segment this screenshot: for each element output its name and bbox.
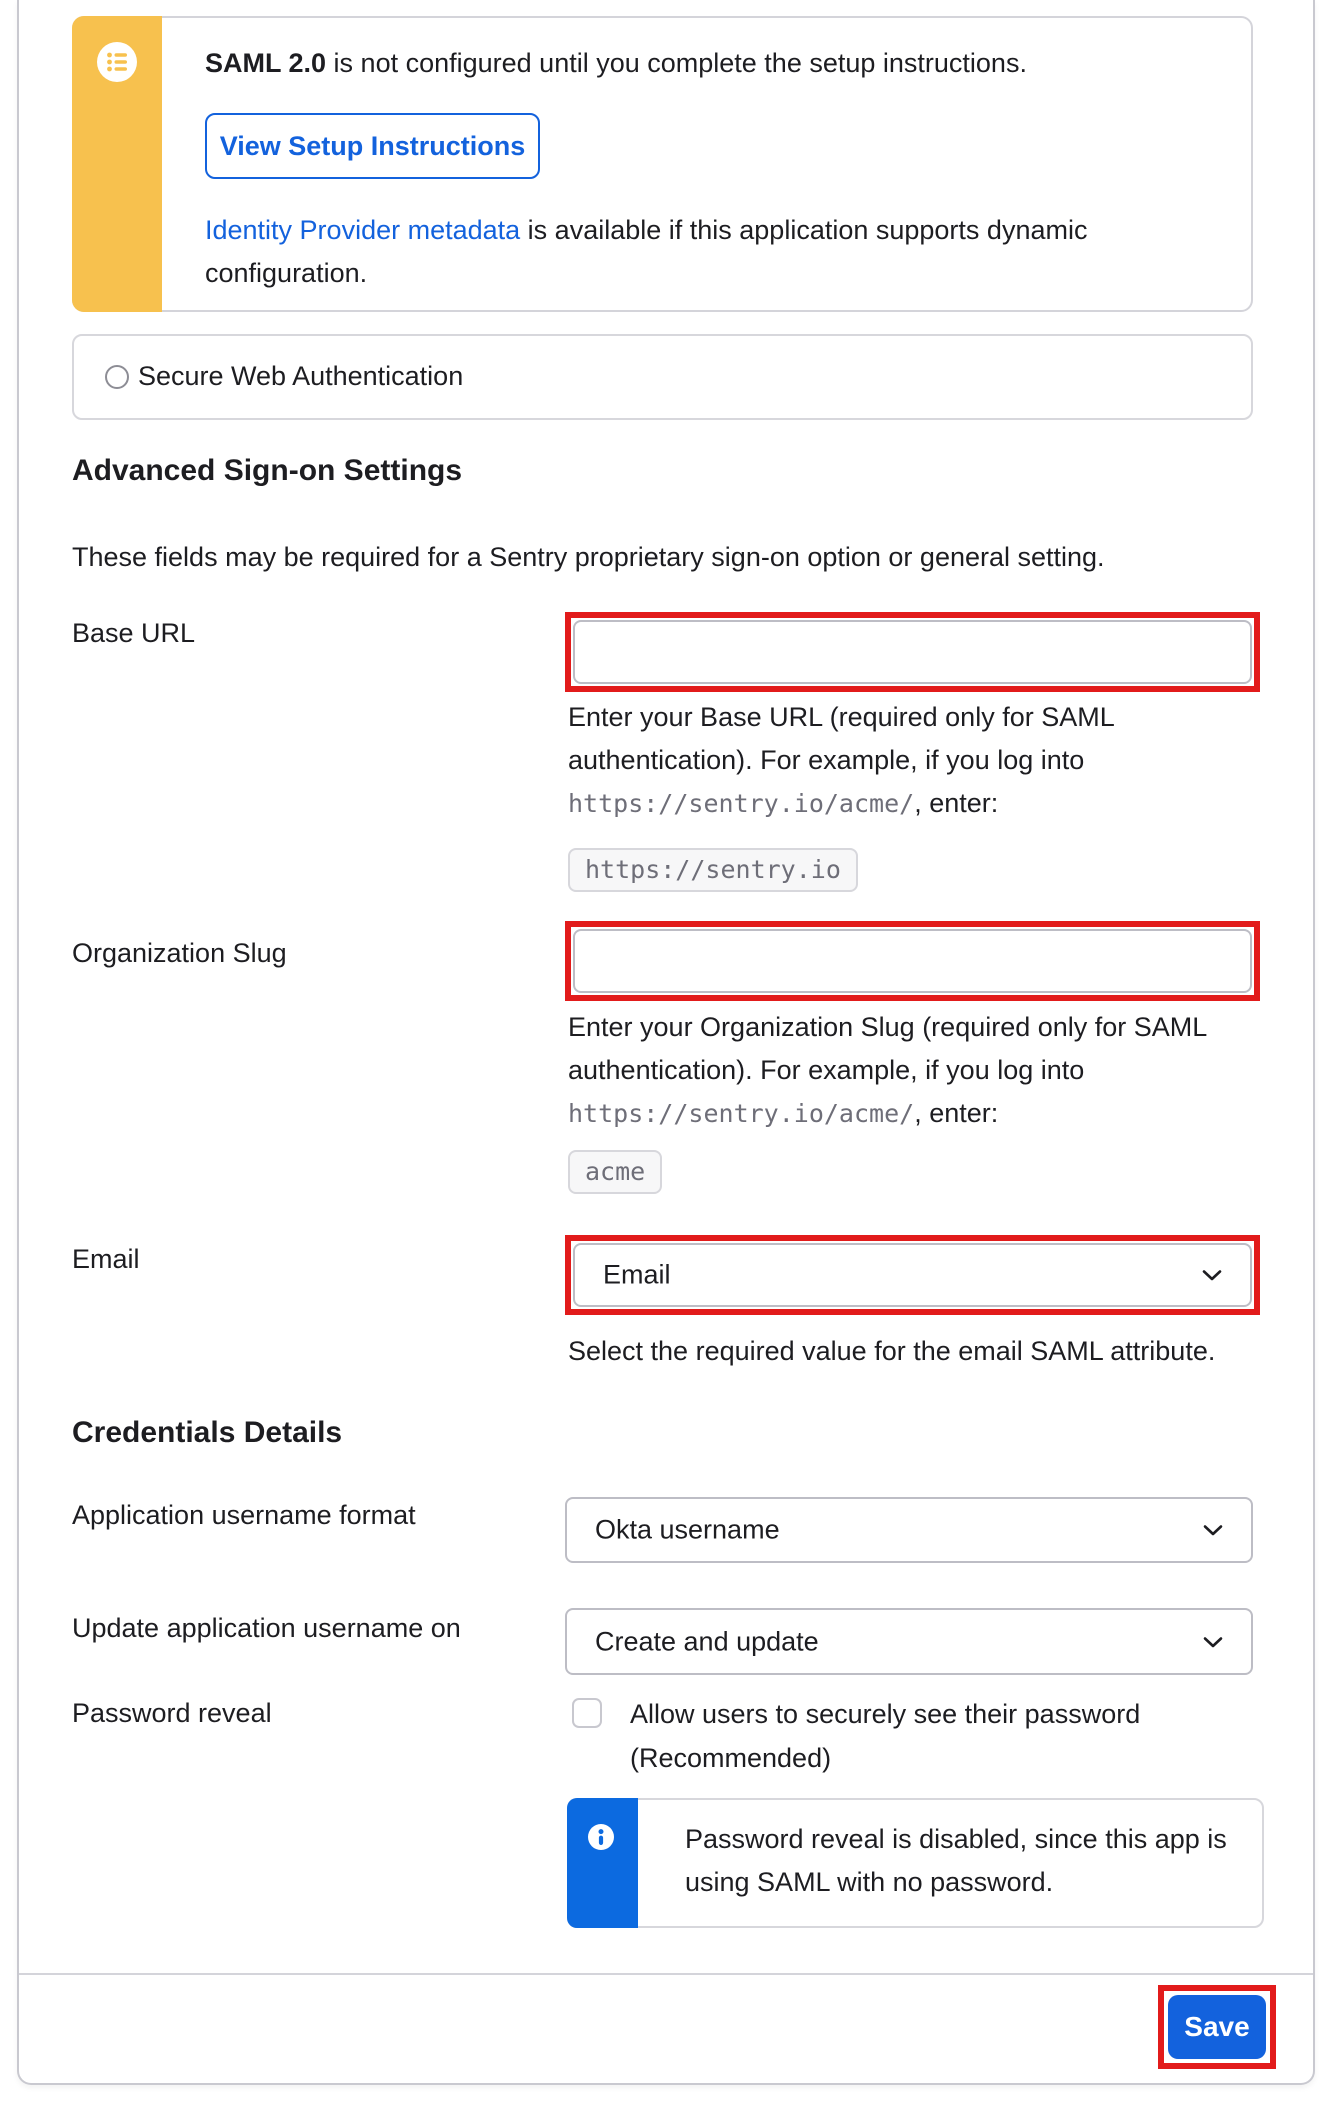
password-reveal-line1: Allow users to securely see their password bbox=[630, 1699, 1141, 1729]
chevron-down-icon bbox=[1199, 1628, 1227, 1656]
info-message-line2: using SAML with no password. bbox=[685, 1867, 1054, 1897]
banner-message-bold: SAML 2.0 bbox=[205, 48, 327, 78]
password-reveal-checkbox[interactable] bbox=[572, 1698, 602, 1728]
password-reveal-info-banner bbox=[567, 1798, 1264, 1928]
annotation-highlight-email bbox=[565, 1235, 1260, 1315]
username-format-select[interactable] bbox=[565, 1497, 1253, 1563]
email-help: Select the required value for the email SAML attribute. bbox=[568, 1336, 1216, 1366]
info-accent-bar bbox=[567, 1798, 638, 1928]
base-url-label: Base URL bbox=[72, 618, 196, 648]
metadata-note bbox=[205, 209, 1215, 295]
update-username-value: Create and update bbox=[595, 1626, 819, 1656]
save-button[interactable]: Save bbox=[1168, 1995, 1266, 2059]
info-message bbox=[685, 1818, 1227, 1904]
org-slug-input[interactable] bbox=[573, 929, 1252, 993]
advanced-signon-heading: Advanced Sign-on Settings bbox=[72, 454, 463, 487]
metadata-note-rest: is available if this application supports dynamic configuration. bbox=[205, 215, 1088, 288]
org-slug-help-tail: , enter: bbox=[914, 1098, 999, 1128]
list-icon bbox=[97, 42, 137, 82]
swa-label: Secure Web Authentication bbox=[138, 361, 464, 391]
password-reveal-line2: (Recommended) bbox=[630, 1743, 832, 1773]
view-setup-instructions-button[interactable]: View Setup Instructions bbox=[205, 113, 540, 179]
chevron-down-icon bbox=[1199, 1516, 1227, 1544]
annotation-highlight-org-slug bbox=[565, 921, 1260, 1001]
org-slug-help-code: https://sentry.io/acme/ bbox=[568, 1099, 915, 1128]
info-message-line1: Password reveal is disabled, since this app is bbox=[685, 1824, 1227, 1854]
email-label: Email bbox=[72, 1244, 140, 1274]
warning-accent-bar bbox=[72, 16, 162, 312]
banner-message-rest: is not configured until you complete the setup instructions. bbox=[326, 48, 1027, 78]
password-reveal-label: Password reveal bbox=[72, 1698, 272, 1728]
base-url-help bbox=[568, 696, 1263, 825]
org-slug-label: Organization Slug bbox=[72, 938, 287, 968]
org-slug-example-chip: acme bbox=[568, 1150, 662, 1194]
password-reveal-checkbox-label bbox=[630, 1692, 1270, 1780]
secure-web-authentication-option bbox=[72, 334, 1253, 420]
chevron-down-icon bbox=[1198, 1261, 1226, 1289]
update-username-select[interactable] bbox=[565, 1608, 1253, 1675]
identity-provider-metadata-link[interactable]: Identity Provider metadata bbox=[205, 215, 521, 245]
org-slug-help-text: Enter your Organization Slug (required only for SAML authentication). For example, if you log into bbox=[568, 1012, 1207, 1085]
email-select-value: Email bbox=[603, 1259, 671, 1290]
base-url-help-text: Enter your Base URL (required only for SAML authentication). For example, if you log into bbox=[568, 702, 1114, 775]
username-format-value: Okta username bbox=[595, 1514, 780, 1545]
advanced-signon-intro: These fields may be required for a Sentry proprietary sign-on option or general setting. bbox=[72, 542, 1105, 572]
annotation-highlight-base-url bbox=[565, 612, 1260, 692]
base-url-example-chip: https://sentry.io bbox=[568, 848, 858, 892]
username-format-label: Application username format bbox=[72, 1500, 416, 1530]
credentials-details-heading: Credentials Details bbox=[72, 1416, 343, 1449]
footer-divider bbox=[19, 1973, 1313, 1975]
org-slug-help bbox=[568, 1006, 1263, 1135]
settings-card bbox=[17, 0, 1315, 2085]
saml-warning-banner bbox=[72, 16, 1253, 312]
base-url-help-code: https://sentry.io/acme/ bbox=[568, 789, 915, 818]
swa-radio[interactable] bbox=[105, 365, 129, 389]
info-icon bbox=[587, 1823, 615, 1851]
annotation-highlight-save bbox=[1158, 1985, 1276, 2069]
update-username-label: Update application username on bbox=[72, 1613, 461, 1643]
banner-message bbox=[205, 46, 1027, 80]
base-url-help-tail: , enter: bbox=[914, 788, 999, 818]
base-url-input[interactable] bbox=[573, 620, 1252, 684]
email-select[interactable] bbox=[573, 1243, 1252, 1307]
